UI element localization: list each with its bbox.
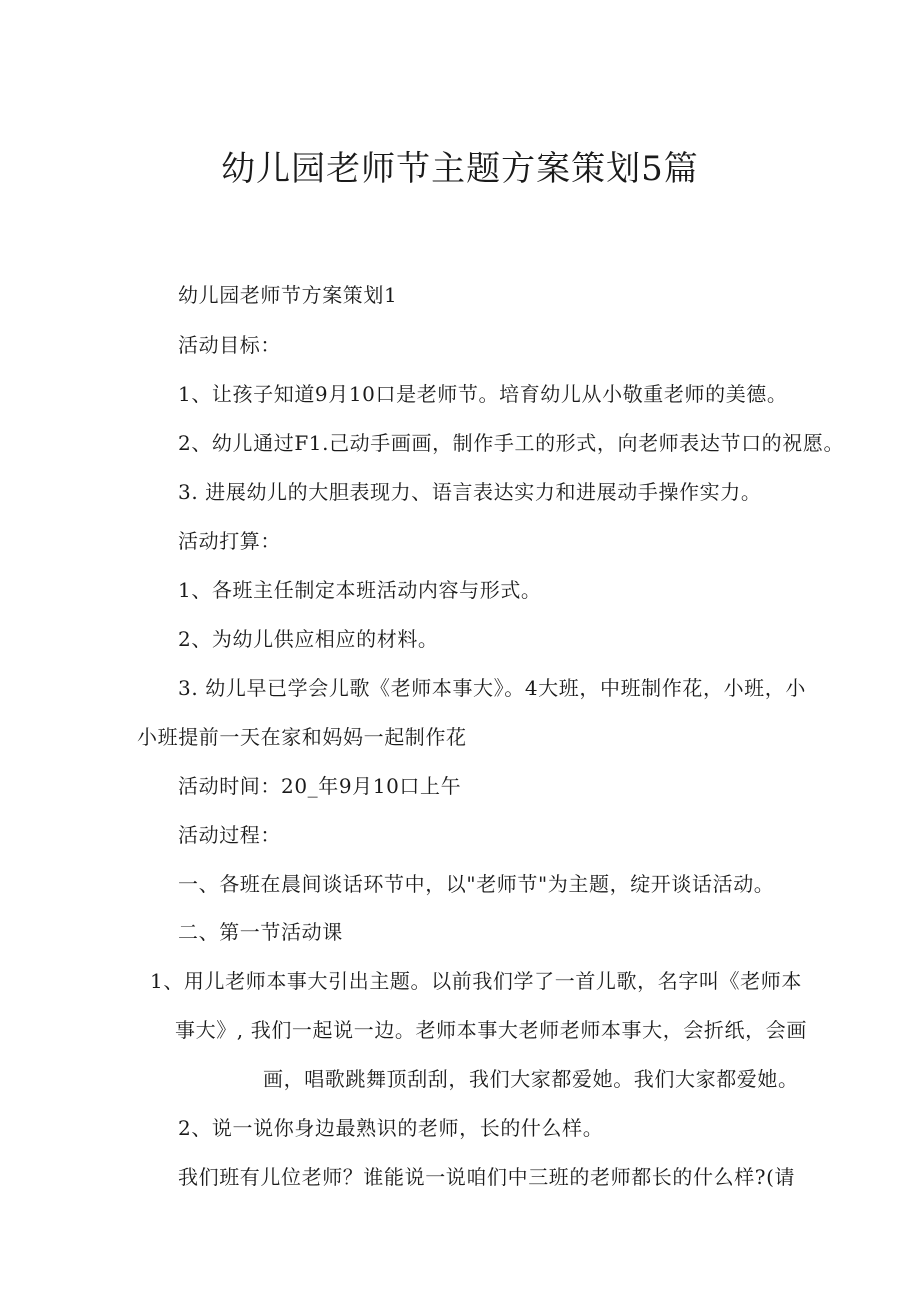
paragraph-line: 1、让孩子知道9月10口是老师节。培育幼儿从小敬重老师的美德。 bbox=[178, 382, 788, 406]
paragraph-line: 2、说一说你身边最熟识的老师，长的什么样。 bbox=[178, 1116, 604, 1140]
document-title: 幼儿园老师节主题方案策划5篇 bbox=[221, 149, 699, 189]
paragraph-line: 活动过程： bbox=[178, 823, 281, 847]
section-heading: 幼儿园老师节方案策划1 bbox=[178, 283, 398, 307]
paragraph-line: 3. 进展幼儿的大胆表现力、语言表达实力和进展动手操作实力。 bbox=[178, 480, 762, 504]
paragraph-line: 我们班有儿位老师？谁能说一说咱们中三班的老师都长的什么样?(请 bbox=[178, 1165, 796, 1189]
paragraph-line: 2、幼儿通过F1.己动手画画，制作手工的形式，向老师表达节口的祝愿。 bbox=[178, 431, 845, 455]
paragraph-line: 活动时间：20_年9月10口上午 bbox=[178, 774, 462, 798]
paragraph-line: 事大》, 我们一起说一边。老师本事大老师老师本事大，会折纸，会画 bbox=[175, 1018, 807, 1042]
paragraph-line: 2、为幼儿供应相应的材料。 bbox=[178, 627, 439, 651]
paragraph-line: 小班提前一天在家和妈妈一起制作花 bbox=[137, 725, 467, 749]
paragraph-line: 3. 幼儿早已学会儿歌《老师本事大》。4大班，中班制作花，小班，小 bbox=[178, 676, 806, 700]
paragraph-line: 1、各班主任制定本班活动内容与形式。 bbox=[178, 578, 542, 602]
paragraph-line: 二、第一节活动课 bbox=[178, 920, 343, 944]
paragraph-line: 一、各班在晨间谈话环节中，以"老师节"为主题，绽开谈话活动。 bbox=[178, 872, 775, 896]
paragraph-line: 1、用儿老师本事大引出主题。以前我们学了一首儿歌，名字叫《老师本 bbox=[150, 969, 802, 993]
paragraph-line: 活动打算： bbox=[178, 529, 281, 553]
paragraph-line: 画，唱歌跳舞顶刮刮，我们大家都爱她。我们大家都爱她。 bbox=[263, 1067, 799, 1091]
paragraph-line: 活动目标： bbox=[178, 333, 281, 357]
